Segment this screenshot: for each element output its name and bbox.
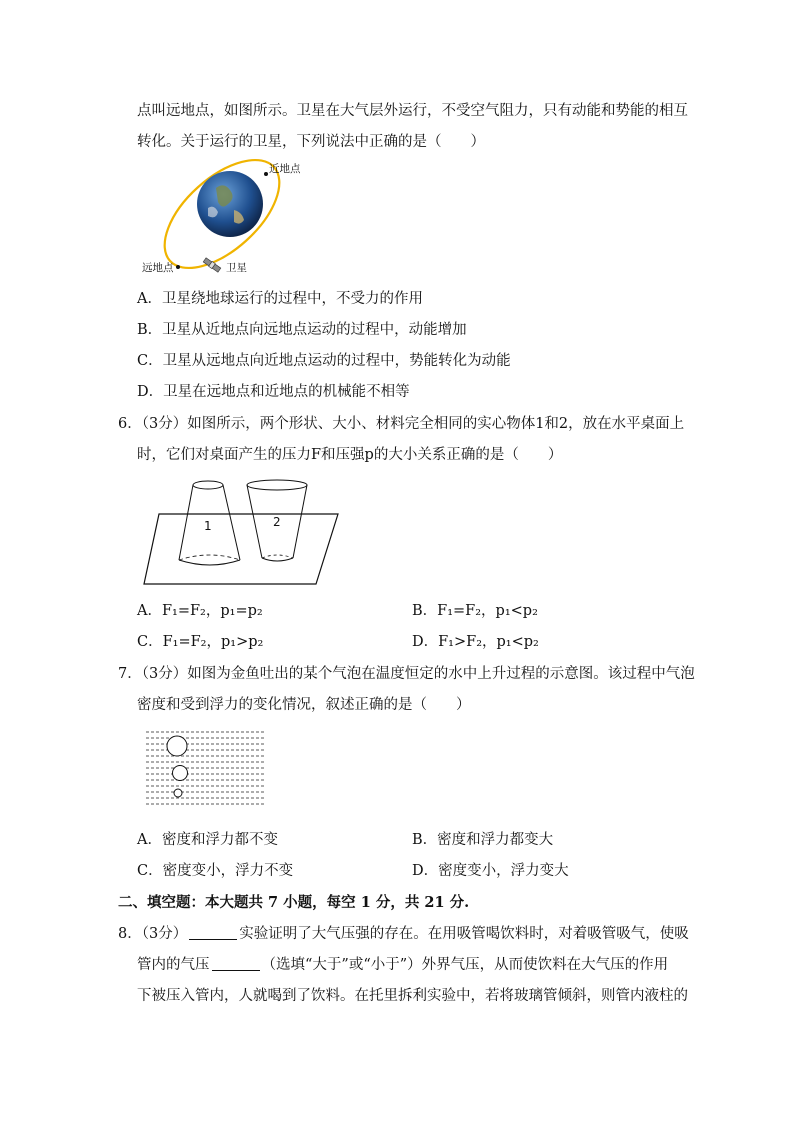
- q8-blank-1[interactable]: [189, 925, 237, 940]
- label-satellite: 卫星: [226, 262, 247, 274]
- object-1-label: 1: [204, 519, 212, 533]
- q8-line2-text: （选填“大于”或“小于”）外界气压，从而使饮料在大气压的作用: [261, 957, 669, 973]
- q8-line1: [118, 924, 689, 944]
- q8-line2: [137, 955, 668, 975]
- q6-stem-line1: 6．（3分）如图所示，两个形状、大小、材料完全相同的实心物体1和2，放在水平桌面上: [118, 416, 685, 432]
- bubble-small: [174, 789, 182, 797]
- q6-option-c: C．F₁=F₂，p₁>p₂: [137, 634, 264, 650]
- q6-option-b: B．F₁=F₂，p₁<p₂: [412, 603, 538, 619]
- q7-stem-line1: 7．（3分）如图为金鱼吐出的某个气泡在温度恒定的水中上升过程的示意图。该过程中气泡: [118, 666, 695, 682]
- q7-option-c: C．密度变小，浮力不变: [137, 863, 294, 879]
- q8-line3: 下被压入管内，人就喝到了饮料。在托里拆利实验中，若将玻璃管倾斜，则管内液柱的: [137, 988, 688, 1004]
- q8-line1-text: 实验证明了大气压强的存在。在用吸管喝饮料时，对着吸管吸气，使吸: [239, 926, 689, 942]
- bubble-medium: [173, 766, 188, 781]
- q8-number: 8．（3分）: [118, 926, 188, 942]
- q7-option-a: A．密度和浮力都不变: [137, 832, 278, 848]
- q7-stem-line2: 密度和受到浮力的变化情况，叙述正确的是（ ）: [137, 697, 471, 713]
- q7-option-d: D．密度变小，浮力变大: [412, 863, 569, 879]
- q6-option-d: D．F₁>F₂，p₁<p₂: [412, 634, 539, 650]
- object-2-label: 2: [273, 515, 281, 529]
- q5-option-c: C．卫星从远地点向近地点运动的过程中，势能转化为动能: [137, 353, 511, 369]
- q6-two-objects-figure: [140, 478, 340, 588]
- q5-stem-line2: 转化。关于运行的卫星，下列说法中正确的是（ ）: [137, 134, 485, 150]
- label-far-point: 远地点: [142, 262, 174, 274]
- far-point-dot: [176, 265, 180, 269]
- section2-title: 二、填空题：本大题共 7 小题，每空 1 分，共 21 分.: [118, 894, 470, 911]
- q5-option-b: B．卫星从近地点向远地点运动的过程中，动能增加: [137, 322, 467, 338]
- q6-option-a: A．F₁=F₂，p₁=p₂: [137, 603, 263, 619]
- q8-blank-2[interactable]: [212, 956, 260, 971]
- bubble-large: [167, 736, 187, 756]
- q5-option-a: A．卫星绕地球运行的过程中，不受力的作用: [137, 291, 423, 307]
- q8-line2-start: 管内的气压: [137, 957, 210, 973]
- q6-stem-line2: 时，它们对桌面产生的压力F和压强p的大小关系正确的是（ ）: [137, 447, 563, 463]
- table-surface: [144, 514, 338, 584]
- q7-option-b: B．密度和浮力都变大: [412, 832, 554, 848]
- earth-globe: [197, 171, 263, 237]
- q5-stem-line1: 点叫远地点，如图所示。卫星在大气层外运行，不受空气阻力，只有动能和势能的相互: [137, 103, 688, 119]
- near-point-dot: [264, 172, 268, 176]
- label-near-point: 近地点: [269, 163, 301, 175]
- q5-option-d: D．卫星在远地点和近地点的机械能不相等: [137, 384, 410, 400]
- water-lines: [146, 732, 264, 804]
- q5-satellite-orbit-figure: [138, 158, 308, 280]
- q7-bubble-figure: [146, 730, 266, 810]
